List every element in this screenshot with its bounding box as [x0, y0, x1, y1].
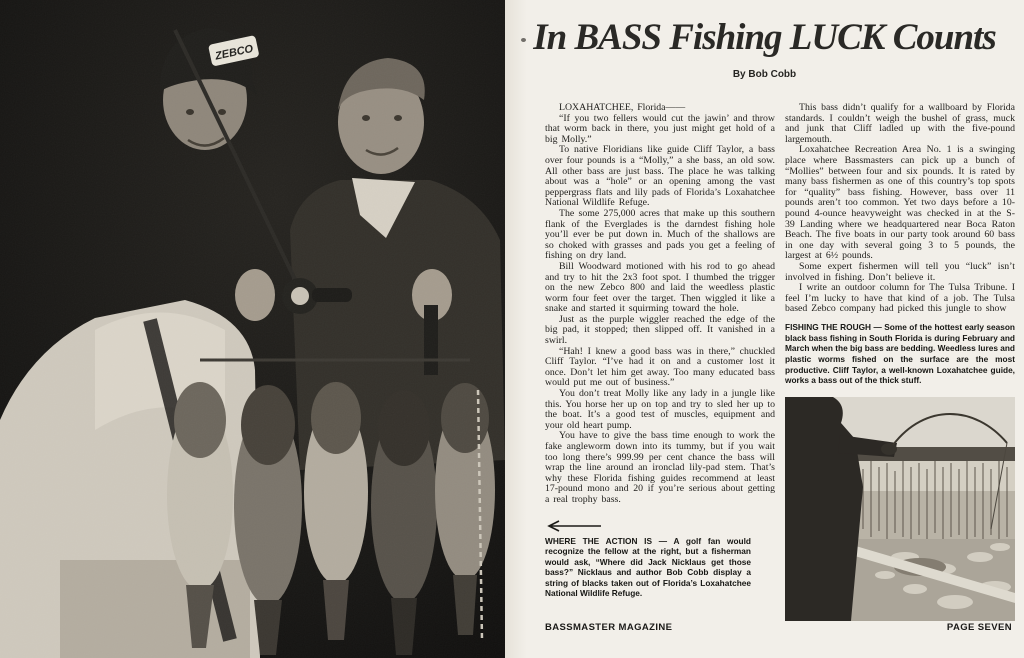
article-paragraph: Just as the purple wiggler reached the edge of the big pad, it stopped; then slipped off. It vanished in a swirl. [545, 313, 775, 347]
left-photo-illustration [0, 0, 505, 658]
article-paragraph: This bass didn’t qualify for a wallboard by Florida standards. I couldn’t weigh the bushel of grass, muck and junk that Cliff ladled up with the five-pound largemouth. [785, 102, 1015, 145]
footer-page-number: PAGE SEVEN [946, 622, 1012, 633]
left-photo-two-anglers-with-bass-stringer [0, 0, 505, 658]
column-2-paragraphs [785, 103, 1015, 315]
article-body [545, 103, 1015, 621]
article-paragraph: Some expert fishermen will tell you “luck” isn’t involved in fishing. Don’t believe it. [785, 260, 1015, 283]
article-page [505, 0, 1024, 658]
left-arrow-icon [545, 519, 775, 531]
footer-magazine-name: BASSMASTER MAGAZINE [545, 622, 673, 633]
article-paragraph: LOXAHATCHEE, Florida—— [559, 102, 686, 113]
caption-fishing-the-rough: FISHING THE ROUGH — Some of the hottest early season black bass fishing in South Florida is during February and March when the big bass are bedding. Weedless lures and plastic worms fished on the surface are the most productive. Cliff Taylor, a well-known Loxahatchee guide, works a bass out of the thick stuff. [785, 321, 1015, 386]
right-photo-illustration [785, 397, 1015, 621]
article-paragraph: You don’t treat Molly like any lady in a jungle like this. You horse her up on top and try to sled her up to the boat. It’s a good test of muscles, equipment and your old heart pump. [545, 388, 775, 431]
article-paragraph: Bill Woodward motioned with his rod to go ahead and try to hit the 2x3 foot spot. I thumbed the trigger on the new Zebco 800 and laid the weedless plastic worm four feet over the target. Then wiggled it like a snake and started it squirming toward the hole. [545, 260, 775, 315]
article-column-1 [545, 103, 775, 621]
article-paragraph: “If you two fellers would cut the jawin’ and throw that worm back in there, you just might get hold of a big Molly.” [545, 112, 775, 145]
article-paragraph: I write an outdoor column for The Tulsa Tribune. I feel I’m lucky to have that kind of a job. The Tulsa based Zebco company had picked this jungle to show [785, 282, 1015, 315]
caption-where-the-action-is: WHERE THE ACTION IS — A golf fan would recognize the fellow at the right, but a fisherman would ask, “Where did Jack Nicklaus get those bass?” Nicklaus and author Bob Cobb display a string of blacks taken out of Florida’s Loxahatchee National Wildlife Refuge. [545, 535, 751, 599]
article-paragraph: “Hah! I knew a good bass was in there,” chuckled Cliff Taylor. “I’ve had it on and a customer lost it once. Don’t let him get away. Too many educated bass would put me out of business.” [545, 345, 775, 389]
print-speck [521, 38, 526, 42]
article-paragraph: To native Floridians like guide Cliff Taylor, a bass over four pounds is a “Molly,” a she bass, an old sow. All other bass are just bass. The place he was talking about was a “hole” or an opening among the vast peppergrass flats and lily pads of Florida’s Loxahatchee National Wildlife Refuge. [545, 144, 775, 209]
article-column-2 [785, 103, 1015, 621]
article-paragraph: Loxahatchee Recreation Area No. 1 is a swinging place where Bassmasters can pick up a bunch of “Mollies” between four and six pounds. It is rated by many bass fishermen as one of this country’s top spots for “quality” bass fishing. However, bass over 11 pounds aren’t too common. Yet two days before a 10-pound 4-ounce heavyweight was checked in at the S-39 Landing where we headquartered near Boca Raton Beach. The five boats in our party took around 60 bass in one day with several going 3 to 5 pounds, the largest at 6½ pounds. [785, 144, 1015, 262]
article-paragraph: The some 275,000 acres that make up this southern flank of the Everglades is the darndest fishing hole you’ll ever be put down in. Much of the shallows are so choked with grasses and pads you get a feeling of fishing on dry land. [545, 207, 775, 262]
cap-logo-text: ZEBCO [214, 42, 255, 63]
right-photo-angler-in-lily-pads [785, 397, 1015, 621]
page-title: In BASS Fishing LUCK Counts [533, 17, 996, 58]
article-paragraph: You have to give the bass time enough to work the fake angleworm down into its tummy, but if you wait too long there’s 999.99 per cent chance the bass will wrap the line around an ironclad lily-pad stem. That’s why these Florida fishing guides recommend at least 17-pound mono and 20 if you’re serious about getting a real trophy bass. [545, 430, 775, 505]
column-1-paragraphs [545, 103, 775, 506]
byline: By Bob Cobb [732, 68, 797, 80]
